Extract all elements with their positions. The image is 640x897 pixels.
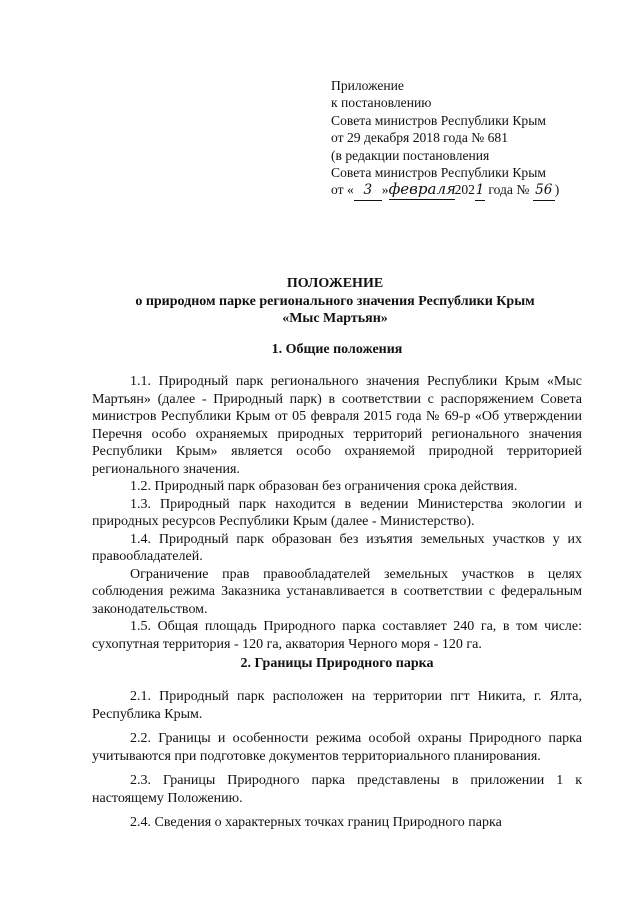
section-2-heading: 2. Границы Природного парка [240, 656, 434, 671]
title-subtitle: о природном парке регионального значения Республики Крым [135, 293, 535, 309]
year-prefix: 202 [454, 182, 475, 198]
document-title [95, 275, 575, 328]
paragraph: 1.2. Природный парк образован без ограничения срока действия. [130, 479, 518, 494]
title-park-name: «Мыс Мартьян» [282, 311, 388, 327]
paragraph: 2.2. Границы и особенности режима особой охраны Природного парка учитываются при подготовке документов территориального планирования. [92, 731, 582, 764]
paragraph: 1.5. Общая площадь Природного парка составляет 240 га, в том числе: сухопутная территория - 120 га, акватория Черного моря - 120 га. [92, 619, 582, 652]
handwritten-month: февраля [388, 180, 456, 199]
handwritten-year-digit: 1 [475, 182, 485, 200]
paragraph: 1.4. Природный парк образован без изъятия земельных участков у их правообладателей. [92, 531, 582, 564]
annex-block [331, 77, 611, 201]
annex-date-line [331, 181, 611, 200]
paragraph: 2.3. Границы Природного парка представлены в приложении 1 к настоящему Положению. [92, 773, 582, 806]
date-prefix: от « [331, 182, 354, 198]
paragraph: 2.4. Сведения о характерных точках границ Природного парка [130, 815, 502, 830]
annex-line: к постановлению [331, 95, 432, 111]
section-1-body [92, 373, 582, 653]
handwritten-number: 56 [533, 182, 555, 200]
paragraph: Ограничение прав правообладателей земельных участков в целях соблюдения режима Заказника устанавливается в соответствии с федеральным законодательством. [92, 566, 582, 617]
date-close: ) [554, 182, 560, 198]
date-mid: » [381, 182, 389, 198]
annex-line: Совета министров Республики Крым [331, 165, 546, 181]
annex-line: (в редакции постановления [331, 147, 490, 163]
paragraph: 1.1. Природный парк регионального значения Республики Крым «Мыс Мартьян» (далее - Природный парк) в соответствии с распоряжением Совета министров Республики Крым от 05 февраля 2015 года № 69-р «Об утверждении Перечня особо охраняемых природных территорий регионального значения Республики Крым» является особо охраняемой природной территорией регионального значения. [92, 374, 582, 477]
section-2-body [92, 688, 582, 832]
handwritten-day: 3 [354, 182, 382, 200]
section-1-heading: 1. Общие положения [271, 342, 403, 357]
annex-line: от 29 декабря 2018 года № 681 [331, 130, 509, 146]
number-label: года № [484, 182, 533, 198]
annex-line: Приложение [331, 78, 404, 93]
annex-line: Совета министров Республики Крым [331, 112, 546, 128]
paragraph: 1.3. Природный парк находится в ведении Министерства экологии и природных ресурсов Республики Крым (далее - Министерство). [92, 496, 582, 529]
title-main: ПОЛОЖЕНИЕ [286, 276, 384, 291]
paragraph: 2.1. Природный парк расположен на территории пгт Никита, г. Ялта, Республика Крым. [92, 689, 582, 722]
